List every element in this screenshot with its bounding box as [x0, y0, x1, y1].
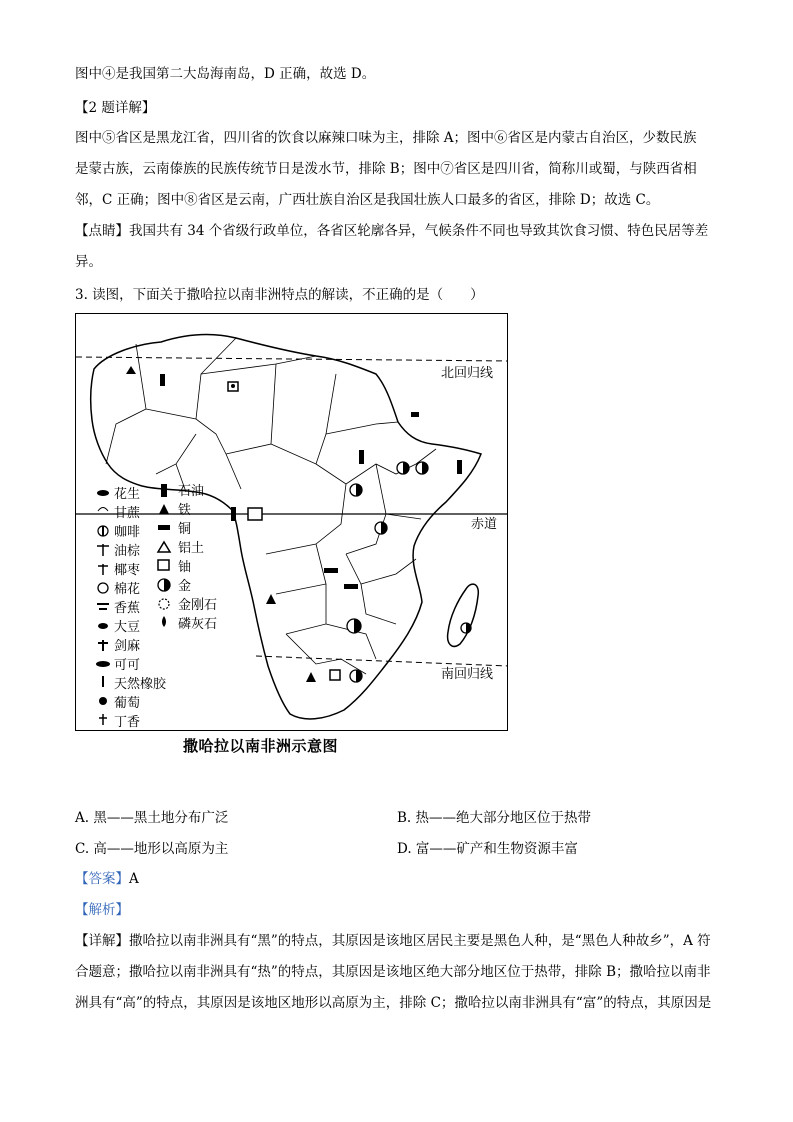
- answer-line: [75, 869, 139, 889]
- sugarcane-icon: [98, 508, 108, 512]
- diamond-icon: [159, 599, 169, 609]
- phosphate-icon: [162, 616, 166, 627]
- detail-line: [75, 931, 711, 951]
- iron-icon: [266, 594, 276, 604]
- analysis-label: 【解析】: [75, 902, 129, 918]
- legend-agri: [96, 486, 167, 730]
- legend-minerals: [158, 483, 217, 632]
- legend-label: 石油: [178, 484, 205, 499]
- uranium-icon: [231, 384, 235, 388]
- soybean-icon: [98, 623, 108, 629]
- option-d: D. 富——矿产和生物资源丰富: [397, 841, 578, 857]
- petroleum-icon: [457, 460, 462, 474]
- comment-line: 【点睛】我国共有 34 个省级行政单位，各省区轮廓各异，气候条件不同也导致其饮食习惯、特色民居等差: [75, 223, 709, 239]
- q2-detail-line: 图中⑤省区是黑龙江省，四川省的饮食以麻辣口味为主，排除 A；图中⑥省区是内蒙古自治区，少数民族: [75, 130, 697, 146]
- cocoa-icon: [96, 661, 110, 667]
- legend-label: 铁: [178, 503, 192, 518]
- legend-label: 椰枣: [114, 563, 141, 578]
- uranium-icon: [158, 560, 169, 570]
- equator-label: 赤道: [471, 517, 498, 532]
- petroleum-icon: [161, 484, 167, 497]
- gold-icon: [354, 619, 361, 633]
- option-a: A. 黑——黑土地分布广泛: [75, 810, 229, 826]
- copper-icon: [411, 412, 419, 417]
- legend-label: 磷灰石: [178, 617, 218, 632]
- madagascar-outline: [448, 584, 479, 646]
- option-c: C. 高——地形以高原为主: [75, 841, 229, 857]
- date-palm-icon: [98, 564, 108, 575]
- peanut-icon: [97, 490, 109, 496]
- legend-label: 铜: [178, 522, 192, 537]
- legend-label: 天然橡胶: [114, 677, 167, 692]
- comment-line: 异。: [75, 254, 102, 270]
- legend-label: 大豆: [114, 620, 141, 635]
- tropic-south-line: [256, 656, 508, 666]
- coffee-icon: [102, 526, 104, 536]
- tropic-south-label: 南回归线: [441, 667, 494, 682]
- detail-text: 撒哈拉以南非洲具有“黑”的特点，其原因是该地区居民主要是黑色人种，是“黑色人种故乡”，A 符: [129, 933, 711, 949]
- copper-icon: [344, 584, 358, 589]
- rubber-icon: [102, 676, 104, 687]
- iron-icon: [306, 672, 316, 682]
- cotton-icon: [98, 583, 108, 593]
- legend-label: 剑麻: [114, 639, 141, 654]
- legend-label: 可可: [114, 658, 141, 673]
- legend-label: 丁香: [114, 715, 141, 730]
- copper-icon: [324, 568, 338, 573]
- oil-palm-icon: [97, 544, 109, 556]
- legend-label: 甘蔗: [114, 506, 141, 521]
- legend-label: 铝土: [178, 541, 205, 556]
- africa-map: [75, 313, 508, 731]
- legend-label: 铀: [178, 560, 192, 575]
- iron-icon: [126, 366, 136, 374]
- q3-stem: 3. 读图，下面关于撒哈拉以南非洲特点的解读，不正确的是（ ）: [75, 287, 484, 303]
- africa-map-figure: [76, 314, 508, 731]
- q2-detail-line: 是蒙古族，云南傣族的民族传统节日是泼水节，排除 B；图中⑦省区是四川省，简称川或蜀，与陕西省相: [75, 161, 697, 177]
- clove-icon: [99, 714, 107, 725]
- q2-detail-line: 邻，C 正确；图中⑧省区是云南，广西壮族自治区是我国壮族人口最多的省区，排除 D；故选 C。: [75, 192, 660, 208]
- uranium-icon: [248, 508, 262, 520]
- grape-icon: [99, 697, 107, 705]
- legend-label: 葡萄: [114, 696, 141, 711]
- legend-label: 花生: [114, 487, 141, 502]
- answer-label: 【答案】: [75, 871, 129, 887]
- detail-line: 洲具有“高”的特点，其原因是该地区地形以高原为主，排除 C；撒哈拉以南非洲具有“富”的特点，其原因是: [75, 995, 712, 1011]
- legend-label: 香蕉: [114, 601, 141, 616]
- legend-label: 金: [178, 579, 192, 594]
- detail-label: 【详解】: [75, 933, 129, 949]
- legend-label: 油棕: [114, 544, 141, 559]
- petroleum-icon: [231, 507, 236, 521]
- q2-header: 【2 题详解】: [75, 100, 156, 116]
- petroleum-icon: [359, 450, 364, 464]
- uranium-icon: [330, 670, 340, 680]
- tropic-north-label: 北回归线: [441, 366, 494, 381]
- option-b: B. 热——绝大部分地区位于热带: [397, 810, 592, 826]
- map-caption: 撒哈拉以南非洲示意图: [183, 737, 339, 755]
- legend-label: 咖啡: [114, 525, 141, 540]
- copper-icon: [158, 525, 170, 530]
- detail-line: 合题意；撒哈拉以南非洲具有“热”的特点，其原因是该地区绝大部分地区位于热带，排除 B；撒哈拉以南非: [75, 964, 711, 980]
- iron-icon: [159, 504, 169, 514]
- prev-answer-line: 图中④是我国第二大岛海南岛，D 正确，故选 D。: [75, 66, 376, 82]
- sisal-icon: [98, 640, 108, 651]
- country-borders: [106, 338, 436, 674]
- petroleum-icon: [160, 374, 165, 386]
- answer-value: A: [129, 871, 139, 887]
- legend-label: 棉花: [114, 582, 141, 597]
- continent-outline: [91, 335, 481, 719]
- banana-icon: [97, 604, 109, 609]
- bauxite-icon: [158, 542, 170, 552]
- legend-label: 金刚石: [178, 598, 218, 613]
